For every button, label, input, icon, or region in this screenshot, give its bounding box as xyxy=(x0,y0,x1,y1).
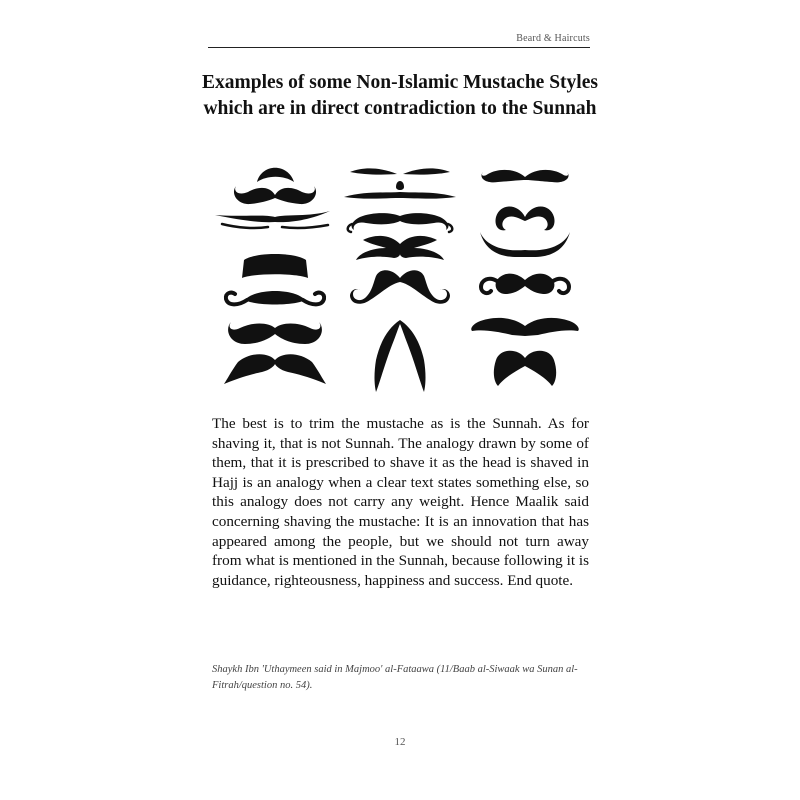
mustache-icon xyxy=(350,270,450,304)
mustache-icon xyxy=(481,279,497,293)
mustache-icon xyxy=(303,293,324,305)
mustache-icon xyxy=(352,213,449,230)
mustache-icon xyxy=(553,279,569,293)
mustache-icon xyxy=(494,351,556,386)
mustache-icon xyxy=(480,232,570,257)
mustache-icon xyxy=(234,186,316,204)
mustache-icon xyxy=(496,274,555,294)
mustache-icon xyxy=(224,354,326,384)
header-rule xyxy=(208,47,590,48)
mustache-styles-illustration xyxy=(200,160,600,400)
mustache-icon xyxy=(257,168,294,182)
mustache-icon xyxy=(495,207,554,231)
mustache-icon xyxy=(245,291,305,305)
page-title: Examples of some Non-Islamic Mustache Styles which are in direct contradiction to the Sunnah xyxy=(202,72,598,119)
mustache-icon xyxy=(222,224,268,228)
mustache-icon xyxy=(375,320,426,392)
mustache-icon xyxy=(448,224,452,232)
mustache-icon xyxy=(226,293,247,305)
mustache-icon xyxy=(396,181,404,190)
running-header: Beard & Haircuts xyxy=(516,33,590,44)
mustache-icon xyxy=(403,168,450,174)
mustache-icon xyxy=(350,168,397,174)
mustache-icon xyxy=(344,192,456,199)
mustache-icon xyxy=(242,254,308,278)
mustache-icon xyxy=(215,211,330,222)
mustache-icon xyxy=(471,318,579,336)
mustache-icon xyxy=(228,322,322,344)
mustache-icon xyxy=(348,224,352,232)
body-paragraph: The best is to trim the mustache as is the Sunnah. As for shaving it, that is not Sunnah. The analogy drawn by some of them, that it is prescribed to shave it as the head is shaved in Hajj is an analogy when a clear text states something else, so this analogy does not carry any weight. Hence Maalik said concerning shaving the mustache: It is an innovation that has appeared among the people, but we should not turn away from what is mentioned in the Sunnah, because following it is guidance, righteousness, happiness and success. End quote. xyxy=(212,415,589,589)
mustache-icon xyxy=(481,170,568,183)
citation: Shaykh Ibn 'Uthaymeen said in Majmoo' al-Fataawa (11/Baab al-Siwaak wa Sunan al-Fitrah/question no. 54). xyxy=(212,664,578,691)
mustache-icon xyxy=(282,225,328,228)
page-number: 12 xyxy=(394,736,406,748)
mustache-icon xyxy=(356,236,444,260)
